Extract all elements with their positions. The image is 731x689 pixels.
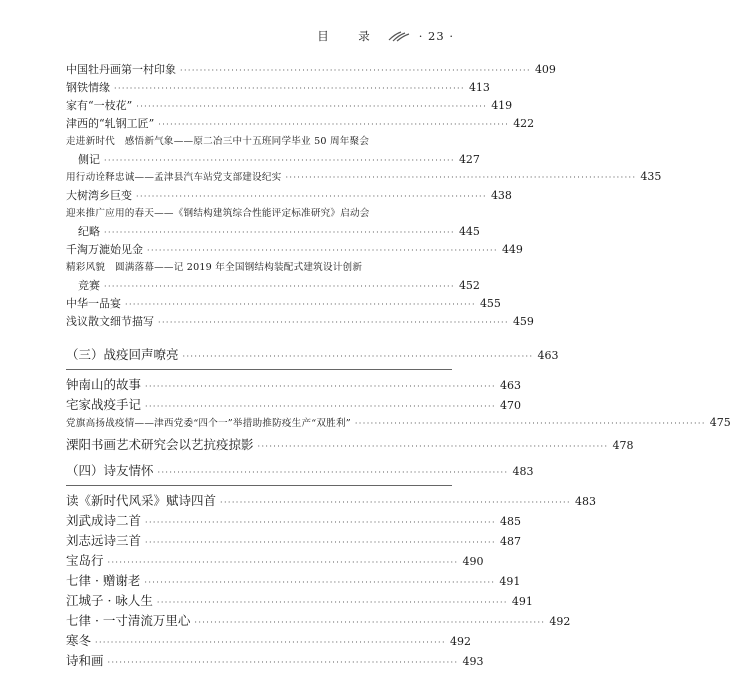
entry-title: 诗和画 (66, 653, 104, 668)
entry-title: 中国牡丹画第一村印象 (66, 63, 176, 76)
leader-dots: ························································································· (107, 558, 459, 567)
leader-dots: ························································································· (107, 658, 459, 667)
section-divider (66, 485, 452, 486)
entry-title: 刘志远诗三首 (66, 533, 142, 548)
leader-dots: ························································································· (156, 598, 508, 607)
header-title: 目 录 (317, 29, 379, 43)
toc-entry[interactable] (66, 187, 512, 205)
toc-entry[interactable] (66, 115, 535, 133)
entry-title: 浅议散文细节描写 (66, 315, 154, 328)
section-page: 483 (512, 465, 534, 478)
entry-page: 491 (511, 595, 533, 608)
running-header (317, 28, 454, 44)
toc-entry[interactable] (66, 259, 480, 295)
leader-dots: ························································································· (104, 156, 455, 165)
entry-title: 精彩风貌 圆满落幕——记 2019 年全国钢结构装配式建筑设计创新 (66, 262, 363, 273)
entry-page: 452 (458, 279, 480, 292)
toc-entry[interactable] (66, 415, 731, 435)
toc-entry[interactable] (66, 133, 480, 169)
entry-page: 483 (574, 495, 596, 508)
leader-dots: ························································································· (354, 419, 706, 428)
leader-dots: ························································································· (285, 173, 637, 182)
toc-entry[interactable] (66, 241, 523, 259)
entry-title-continued: 侧记 (78, 153, 100, 166)
entry-page: 492 (449, 635, 471, 648)
entry-title: 千淘万漉始见金 (66, 243, 143, 256)
entry-page: 478 (612, 439, 634, 452)
section-title: （四）诗友情怀 (66, 463, 154, 478)
toc-group-essays (66, 61, 662, 331)
entry-title: 党旗高扬战疫情——津西党委“四个一”举措助推防疫生产“双胜利” (66, 418, 351, 429)
toc-entry[interactable] (66, 571, 521, 591)
toc-entry[interactable] (66, 205, 480, 241)
leader-dots: ························································································· (158, 318, 509, 327)
leader-dots: ························································································· (136, 192, 487, 201)
entry-page: 492 (549, 615, 571, 628)
entry-title: 七律 · 一寸清流万里心 (66, 613, 191, 628)
entry-page: 463 (499, 379, 521, 392)
leader-dots: ························································································· (180, 66, 531, 75)
entry-title: 七律 · 赠谢老 (66, 573, 141, 588)
entry-title: 津西的“轧钢工匠” (66, 117, 155, 130)
toc-entry[interactable] (66, 491, 596, 511)
leader-dots: ························································································· (104, 228, 455, 237)
leader-dots: ························································································· (145, 538, 496, 547)
entry-title: 寒冬 (66, 633, 92, 648)
leader-dots: ························································································· (147, 246, 498, 255)
entry-page: 485 (499, 515, 521, 528)
entry-page: 449 (501, 243, 523, 256)
toc-entry[interactable] (66, 651, 484, 671)
entry-title: 江城子 · 咏人生 (66, 593, 153, 608)
entry-page: 435 (640, 170, 662, 183)
entry-page: 422 (513, 117, 535, 130)
leader-dots: ························································································· (136, 102, 488, 111)
toc-entry[interactable] (66, 591, 533, 611)
entry-title: 宝岛行 (66, 553, 104, 568)
entry-page: 409 (534, 63, 556, 76)
leader-dots: ························································································· (257, 442, 609, 451)
entry-title: 钟南山的故事 (66, 377, 142, 392)
toc-entry[interactable] (66, 551, 484, 571)
entry-page: 445 (458, 225, 480, 238)
entry-title: 钢铁情缘 (66, 81, 110, 94)
entry-title: 读《新时代风采》赋诗四首 (66, 493, 217, 508)
toc-entry[interactable] (66, 295, 501, 313)
entry-title-continued: 竞赛 (78, 279, 100, 292)
section-heading-zhanyi[interactable] (66, 345, 559, 365)
entry-page: 470 (499, 399, 521, 412)
leader-dots: ························································································· (145, 518, 496, 527)
toc-group-shiyou (66, 491, 596, 671)
entry-title: 溧阳书画艺术研究会以艺抗疫掠影 (66, 437, 254, 452)
leader-dots: ························································································· (145, 382, 496, 391)
entry-title: 刘武成诗二首 (66, 513, 142, 528)
toc-entry[interactable] (66, 97, 513, 115)
toc-entry[interactable] (66, 313, 534, 331)
toc-entry[interactable] (66, 61, 556, 79)
leader-dots: ························································································· (157, 468, 509, 477)
leader-dots: ························································································· (95, 638, 446, 647)
leader-dots: ························································································· (145, 402, 496, 411)
entry-page: 427 (458, 153, 480, 166)
entry-page: 491 (499, 575, 521, 588)
entry-title: 中华一品宴 (66, 297, 121, 310)
leader-dots: ························································································· (114, 84, 465, 93)
leader-dots: ························································································· (194, 618, 546, 627)
toc-group-zhanyi (66, 375, 731, 455)
entry-page: 419 (491, 99, 513, 112)
header-page-number: · 23 · (418, 29, 454, 43)
toc-entry[interactable] (66, 611, 571, 631)
toc-entry[interactable] (66, 631, 471, 651)
entry-title: 家有“一枝花” (66, 99, 133, 112)
leader-dots: ························································································· (125, 300, 476, 309)
leader-dots: ························································································· (158, 120, 510, 129)
leader-dots: ························································································· (144, 578, 496, 587)
toc-entry[interactable] (66, 169, 662, 187)
section-title: （三）战疫回声嘹亮 (66, 347, 179, 362)
leader-dots: ························································································· (104, 282, 455, 291)
leader-dots: ························································································· (182, 352, 534, 361)
entry-page: 493 (462, 655, 484, 668)
entry-title: 宅家战疫手记 (66, 397, 142, 412)
entry-page: 487 (499, 535, 521, 548)
toc-entry[interactable] (66, 395, 521, 415)
entry-page: 475 (709, 416, 731, 429)
entry-page: 490 (462, 555, 484, 568)
entry-page: 413 (468, 81, 490, 94)
entry-page: 455 (479, 297, 501, 310)
section-divider (66, 369, 452, 370)
decorative-swoosh-icon (387, 30, 411, 42)
entry-title-continued: 纪略 (78, 225, 100, 238)
section-heading-shiyou[interactable] (66, 461, 534, 481)
toc-entry[interactable] (66, 531, 521, 551)
entry-title: 走进新时代 感悟新气象——原二冶三中十五班同学毕业 50 周年聚会 (66, 136, 370, 147)
toc-entry[interactable] (66, 79, 490, 97)
toc-entry[interactable] (66, 435, 634, 455)
toc-entry[interactable] (66, 511, 521, 531)
section-page: 463 (537, 349, 559, 362)
toc-entry[interactable] (66, 375, 521, 395)
entry-title: 用行动诠释忠诚——孟津县汽车站党支部建设纪实 (66, 172, 282, 183)
entry-page: 438 (490, 189, 512, 202)
entry-title: 大树湾乡巨变 (66, 189, 132, 202)
entry-title: 迎来推广应用的春天——《钢结构建筑综合性能评定标准研究》启动会 (66, 208, 370, 219)
entry-page: 459 (512, 315, 534, 328)
table-of-contents (66, 61, 731, 668)
leader-dots: ························································································· (220, 498, 571, 507)
